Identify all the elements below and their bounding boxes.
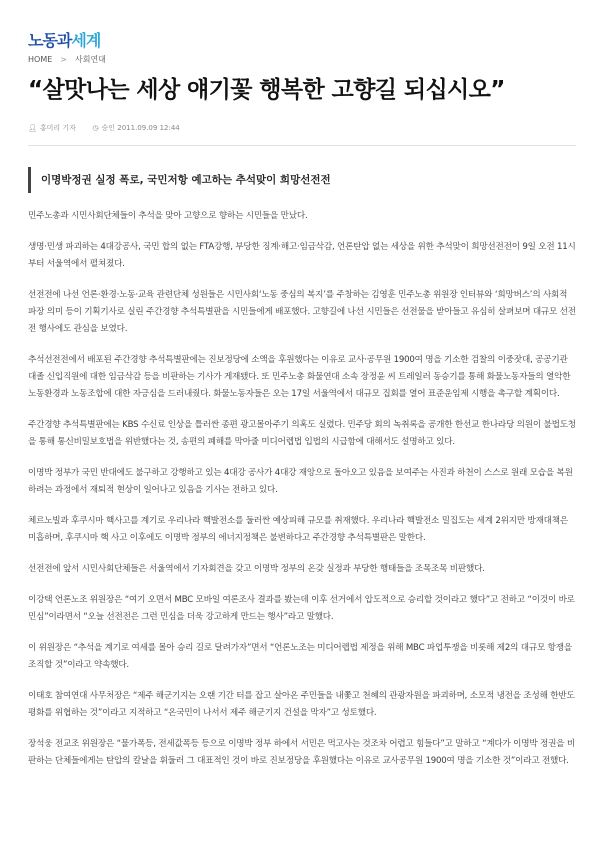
article-date: 승인 2011.09.09 12:44 (101, 124, 180, 132)
article-paragraph: 이강택 언론노조 위원장은 “여기 오면서 MBC 모바일 여론조사 결과를 봤는데 이후 선거에서 압도적으로 승리할 것이라고 했다”고 전하고 “이것이 바로 민심”이라면서 “오늘 선전전은 그런 민심을 더욱 강고하게 만드는 행사”라고 말했다. (28, 595, 575, 622)
article-author: 홍미리 기자 (39, 124, 76, 132)
article-body (28, 208, 576, 784)
breadcrumb-section-link[interactable]: 사회연대 (74, 55, 106, 64)
logo-text-part2: 세계 (71, 31, 101, 50)
article-paragraph: 주간경향 추석특별판에는 KBS 수신료 인상을 틀러싼 종편 광고몰아주기 의혹도 실렸다. 민주당 회의 녹취록을 공개한 한선교 한나라당 의원이 불법도청을 통해 통신비밀보호법을 위반했다는 것, 송편의 폐해를 막아줄 미디어렙법 입법의 시급함에 대해서도 설명하고 있다. (28, 420, 576, 447)
article-paragraph: 선전전에 앞서 시민사회단체들은 서울역에서 기자회견을 갖고 이명박 정부의 온갖 실정과 부당한 행태들을 조목조목 비판했다. (28, 564, 485, 574)
article-subhead: 이명박정권 실정 폭로, 국민저항 예고하는 추석맞이 희망선전전 (28, 167, 576, 193)
clock-icon: ◷ (92, 124, 99, 132)
site-logo[interactable] (28, 28, 100, 51)
breadcrumb (28, 54, 106, 65)
article-paragraph: 체르노빌과 후쿠시마 핵사고를 계기로 우리나라 핵발전소를 둘러싼 예상피해 규모를 취재했다. 우리나라 핵발전소 밀집도는 세계 2위지만 방재대책은 미흡하며, 후쿠시마 핵 사고 이후에도 이명박 정부의 에너지정책은 불변하다고 주간경향 추석특별판은 말한다. (28, 516, 568, 543)
article-paragraph: 장석웅 전교조 위원장은 “물가폭등, 전세값폭등 등으로 이명박 정부 하에서 서민은 먹고사는 것조차 어렵고 힘들다”고 말하고 “계다가 이명박 정권을 비판하는 단체들에게는 탄압의 칼날을 휘둘러 그 대표적인 것이 바로 진보정당을 후원했다는 이유로 교사공무원 1900여 명을 기소한 것”이라고 전했다. (28, 739, 575, 766)
article-paragraph: 이 위원장은 “추석을 계기로 여세를 몰아 승리 길로 달려가자”면서 “언론노조는 미디어렙법 제정을 위해 MBC 파업투쟁을 비롯해 제2의 대규모 항쟁을 조직할 것”이라고 약속했다. (28, 643, 572, 670)
article-paragraph: 이명박 정부가 국민 반대에도 불구하고 강행하고 있는 4대강 공사가 4대강 재앙으로 돌아오고 있음을 보여주는 사진과 하천이 스스로 원래 모습을 복원하려는 과정에서 재퇴적 현상이 일어나고 있음을 기사는 전하고 있다. (28, 468, 573, 495)
breadcrumb-home-link[interactable]: HOME (28, 55, 53, 64)
article-paragraph: 민주노총과 시민사회단체들이 추석을 맞아 고향으로 향하는 시민들을 만났다. (28, 211, 308, 221)
article-meta (28, 123, 180, 133)
divider (28, 145, 576, 146)
breadcrumb-separator: > (60, 55, 67, 64)
person-icon: 👤︎ (28, 124, 37, 132)
article-paragraph: 이태호 참여연대 사무처장은 “제주 해군기지는 오랜 기간 터를 잡고 살아온 주민들을 내쫓고 천혜의 관광자원을 파괴하며, 소모적 냉전을 조성해 한반도 평화를 위협하는 것”이라고 지적하고 “온국민이 나서서 제주 해군기지 건설을 막자”고 성토했다. (28, 691, 575, 718)
article-paragraph: 선전전에 나선 언론·환경·노동·교육 관련단체 성원들은 시민사회‘노동 중심의 복지’를 주창하는 김영훈 민주노총 위원장 인터뷰와 ‘희망버스’의 사회적 파장 의미 등이 기획기사로 실린 주간경향 추석특별판을 시민들에게 배포했다. 고향길에 나선 시민들은 선전물을 받아들고 유심히 살펴보며 대규모 선전전 행사에도 관심을 보였다. (28, 290, 576, 334)
article-paragraph: 추석선전전에서 배포된 주간경향 추석특별판에는 진보정당에 소액을 후원했다는 이유로 교사·공무원 1900여 명을 기소한 검찰의 이중잣대, 공공기관 대졸 신입직원에 대한 임금삭감 등을 비판하는 기사가 게재됐다. 또 민주노총 화물연대 소속 장정윤 씨 트레일러 동승기를 통해 화물노동자들의 열악한 노동환경과 노동조합에 대한 자긍심을 드러내줬다. 화물노동자들은 오는 17일 서울역에서 대규모 집회를 열어 표준운임제 시행을 촉구할 계획이다. (28, 355, 571, 399)
article-paragraph: 생명·민생 파괴하는 4대강공사, 국민 합의 없는 FTA강행, 부당한 징계·해고·임금삭감, 언론탄압 없는 세상을 위한 추석맞이 희망선전전이 9일 오전 11시부터 서울역에서 펼쳐졌다. (28, 242, 576, 269)
logo-text-part1: 노동과 (28, 31, 72, 50)
article-title: “살맛나는 세상 얘기꽃 행복한 고향길 되십시오” (28, 77, 505, 103)
